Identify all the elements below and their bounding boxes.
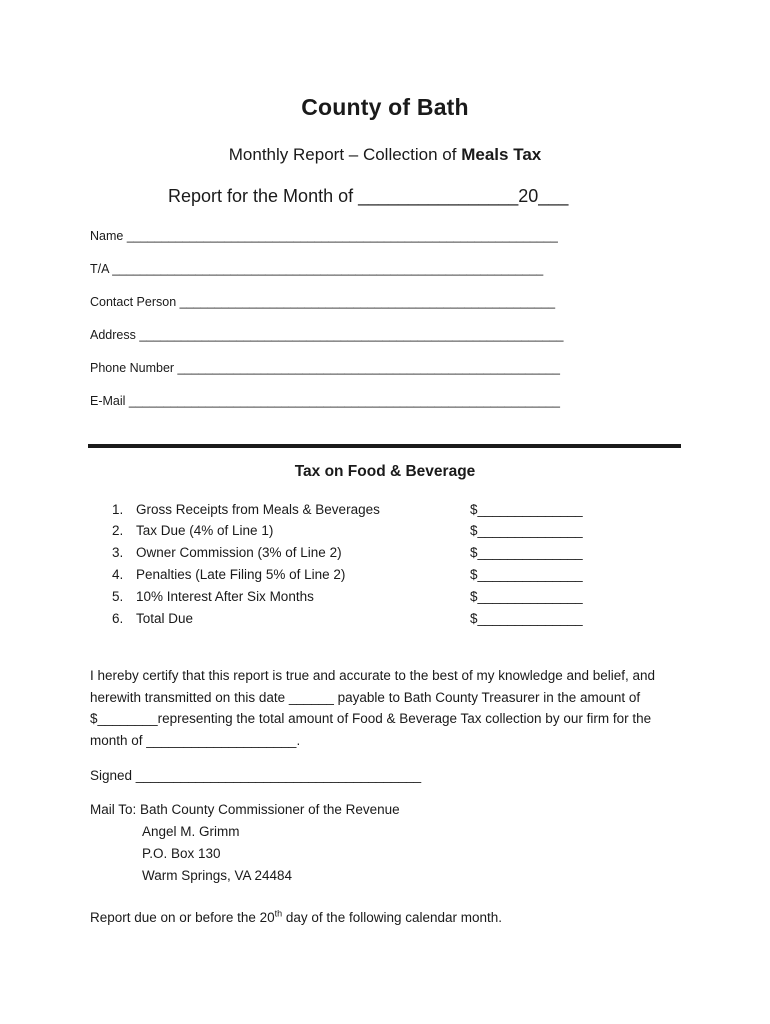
signature-line[interactable]: Signed ______________________________________ xyxy=(90,768,422,783)
tax-item-label: Owner Commission (3% of Line 2) xyxy=(136,545,342,560)
tax-item-label: Gross Receipts from Meals & Beverages xyxy=(136,502,380,517)
mail-to-label: Mail To: Bath County Commissioner of the Revenue xyxy=(90,802,400,817)
tax-item-number: 5. xyxy=(112,589,124,604)
tax-amount-penalties[interactable]: $______________ xyxy=(470,567,583,582)
tax-item-number: 4. xyxy=(112,567,124,582)
email-field[interactable]: E-Mail ______________________________________________________________ xyxy=(90,394,560,408)
tax-amount-total-due[interactable]: $______________ xyxy=(470,611,583,626)
contact-person-field[interactable]: Contact Person ______________________________________________________ xyxy=(90,295,556,309)
due-sup: th xyxy=(274,908,283,919)
tax-section-title: Tax on Food & Beverage xyxy=(294,463,476,480)
due-date-note xyxy=(90,910,502,925)
tax-amount-owner-commission[interactable]: $______________ xyxy=(470,545,583,560)
mail-to-city: Warm Springs, VA 24484 xyxy=(142,868,293,883)
tax-item-penalties xyxy=(112,567,345,582)
tax-item-number: 6. xyxy=(112,611,124,626)
tax-amount-tax-due[interactable]: $______________ xyxy=(470,523,583,538)
tax-item-label: Tax Due (4% of Line 1) xyxy=(136,523,274,538)
tax-item-label: 10% Interest After Six Months xyxy=(136,589,314,604)
tax-item-label: Total Due xyxy=(136,611,194,626)
tax-item-total-due xyxy=(112,611,193,626)
tax-item-number: 3. xyxy=(112,545,124,560)
tax-amount-gross-receipts[interactable]: $______________ xyxy=(470,502,583,517)
certification-line-4[interactable]: month of ____________________. xyxy=(90,733,301,748)
address-field[interactable]: Address _____________________________________________________________ xyxy=(90,328,564,342)
tax-item-number: 1. xyxy=(112,502,124,517)
subtitle xyxy=(0,145,770,165)
due-suffix: day of the following calendar month. xyxy=(282,910,503,925)
section-divider xyxy=(88,444,681,448)
name-field[interactable]: Name ______________________________________________________________ xyxy=(90,229,558,243)
mail-to-box: P.O. Box 130 xyxy=(142,846,221,861)
mail-to-name: Angel M. Grimm xyxy=(142,824,240,839)
page-title: County of Bath xyxy=(301,94,469,120)
tax-item-interest xyxy=(112,589,314,604)
tax-amount-interest[interactable]: $______________ xyxy=(470,589,583,604)
subtitle-bold: Meals Tax xyxy=(461,145,542,164)
subtitle-prefix: Monthly Report – Collection of xyxy=(228,145,462,164)
due-prefix: Report due on or before the 20 xyxy=(90,910,275,925)
tax-item-gross-receipts xyxy=(112,502,380,517)
report-month-line[interactable]: Report for the Month of ________________20___ xyxy=(168,186,569,206)
tax-item-number: 2. xyxy=(112,523,124,538)
certification-line-3[interactable]: $________representing the total amount of Food & Beverage Tax collection by our firm for the xyxy=(90,711,652,726)
certification-line-2[interactable]: herewith transmitted on this date ______ payable to Bath County Treasurer in the amount of xyxy=(90,690,641,705)
phone-number-field[interactable]: Phone Number _______________________________________________________ xyxy=(90,361,560,375)
certification-line-1: I hereby certify that this report is true and accurate to the best of my knowledge and belief, and xyxy=(90,668,656,683)
ta-field[interactable]: T/A ______________________________________________________________ xyxy=(90,262,544,276)
tax-item-label: Penalties (Late Filing 5% of Line 2) xyxy=(136,567,346,582)
tax-item-owner-commission xyxy=(112,545,342,560)
tax-item-tax-due xyxy=(112,523,273,538)
